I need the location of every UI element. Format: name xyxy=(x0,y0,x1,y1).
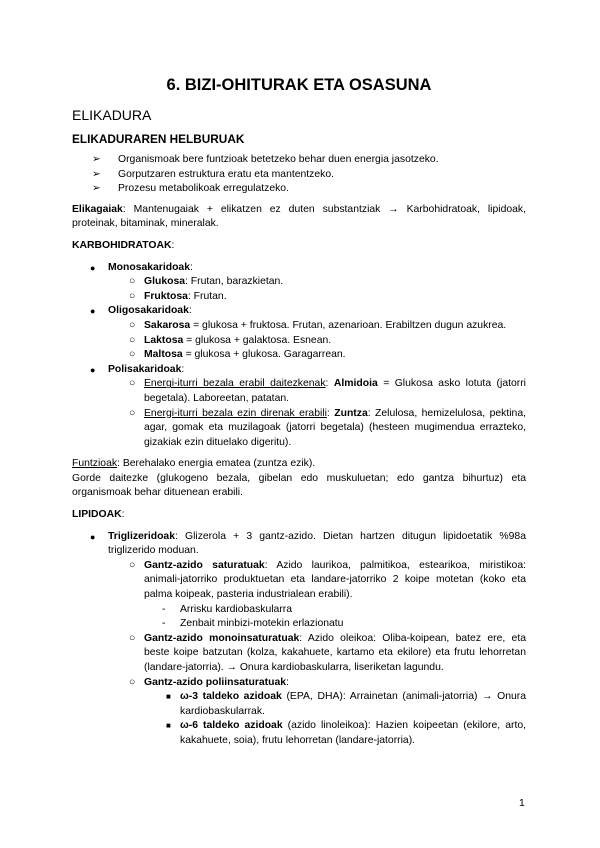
list-item: ● Monosakaridoak: xyxy=(72,261,526,276)
circle-bullet-icon: ○ xyxy=(129,334,136,346)
circle-bullet-icon: ○ xyxy=(129,290,136,302)
page-title: 6. BIZI-OHITURAK ETA OSASUNA xyxy=(166,76,432,94)
arrow-bullet-icon: ➢ xyxy=(92,168,101,180)
square-bullet-icon: ■ xyxy=(166,721,171,731)
list-item: ● Polisakaridoak: xyxy=(72,363,526,378)
list-item: ○ Laktosa = glukosa + galaktosa. Esnean. xyxy=(72,334,526,349)
lipids-heading: LIPIDOAK: xyxy=(72,509,125,521)
arrow-bullet-icon: ➢ xyxy=(92,183,101,195)
circle-bullet-icon: ○ xyxy=(129,632,136,644)
carbs-heading: KARBOHIDRATOAK: xyxy=(72,239,175,251)
bullet-icon: ● xyxy=(90,364,96,375)
list-item: ➢ Gorputzaren estruktura eratu eta mantentzeko. xyxy=(72,168,526,183)
circle-bullet-icon: ○ xyxy=(129,276,136,288)
circle-bullet-icon: ○ xyxy=(129,319,136,331)
goals-list xyxy=(72,153,526,197)
list-item: ○ Gantz-azido poliinsaturatuak: xyxy=(72,676,526,691)
subsection-heading: ELIKADURAREN HELBURUAK xyxy=(72,132,245,146)
page-number: 1 xyxy=(519,798,525,809)
circle-bullet-icon: ○ xyxy=(129,559,136,571)
section-heading: ELIKADURA xyxy=(72,107,152,123)
list-item: ○ Energi-iturri bezala ezin direnak erabili: Zuntza: Zelulosa, hemizelulosa, pektina, agar, gomak eta muzilagoak (jatorri begetala) (hesteen mugimendua errazteko, gizakiak ezin dituelako digeritu). xyxy=(129,407,527,448)
list-item: ○ Fruktosa: Frutan. xyxy=(72,290,526,305)
list-item: ■ ω-3 taldeko azidoak (EPA, DHA): Arrainetan (animali-jatorria) → Onura kardiobaskularrak. xyxy=(166,691,526,717)
circle-bullet-icon: ○ xyxy=(129,378,136,390)
dash-bullet-icon: - xyxy=(162,603,166,615)
circle-bullet-icon: ○ xyxy=(129,407,136,419)
nutrients-paragraph: Elikagaiak: Mantenugaiak + elikatzen ez duten substantziak → Karbohidratoak, lipidoak, proteinak, bitaminak, mineralak. xyxy=(72,203,526,230)
list-item: ○ Maltosa = glukosa + glukosa. Garagarrean. xyxy=(72,348,526,363)
dash-bullet-icon: - xyxy=(162,618,166,630)
list-item: ○ Gantz-azido monoinsaturatuak: Azido oleikoa: Oliba-koipean, batez ere, eta beste koipe batzutan (kolza, kakahuete, kartamo eta ekilore) eta frutu lehorretan (landare-jatorria). → Onura kardiobaskularra, liseriketan lagundu. xyxy=(129,632,526,673)
bullet-icon: ● xyxy=(90,531,96,542)
square-bullet-icon: ■ xyxy=(166,692,171,702)
nutrients-label: Elikagaiak xyxy=(72,203,123,215)
list-item: ○ Sakarosa = glukosa + fruktosa. Frutan, azenarioan. Erabiltzen dugun azukrea. xyxy=(72,319,526,334)
arrow-bullet-icon: ➢ xyxy=(92,154,101,165)
document-content xyxy=(72,74,526,749)
list-item: ○ Gantz-azido saturatuak: Azido laurikoa, palmitikoa, estearikoa, miristikoa: animali-jatorriko produktuetan eta landare-jatorriko 2 koipe motetan (koko eta palma koipeak, pasteria industrialean erabili). xyxy=(129,559,526,601)
storage-paragraph: Gorde daitezke (glukogeno bezala, gibelan edo muskuluetan; edo gantza bihurtuz) eta organismoak behar dituenean erabili. xyxy=(72,472,526,499)
list-item: - Zenbait minbizi-motekin erlazionatu xyxy=(72,617,526,632)
function-paragraph: Funtzioak: Berehalako energia ematea (zuntza ezik). xyxy=(72,458,316,470)
bullet-icon: ● xyxy=(90,306,96,317)
list-item: ● Oligosakaridoak: xyxy=(72,304,526,319)
list-item: ○ Glukosa: Frutan, barazkietan. xyxy=(72,275,526,290)
bullet-icon: ● xyxy=(90,262,96,273)
list-item: ➢ Organismoak bere funtzioak betetzeko behar duen energia jasotzeko. xyxy=(72,153,526,168)
list-item: ● Triglizeridoak: Glizerola + 3 gantz-azido. Dietan hartzen ditugun lipidoetatik %98a triglizerido moduan. xyxy=(90,530,526,557)
list-item: - Arrisku kardiobaskularra xyxy=(72,603,526,618)
list-item: ○ Energi-iturri bezala erabil daitezkenak: Almidoia = Glukosa asko lotuta (jatorri begetala). Laboreetan, patatan. xyxy=(129,378,526,404)
list-item: ■ ω-6 taldeko azidoak (azido linoleikoa): Hazien koipeetan (ekilore, arto, kakahuete, soia), frutu lehorretan (landare-jatorria). xyxy=(166,720,527,746)
list-item: ➢ Prozesu metabolikoak erregulatzeko. xyxy=(72,182,526,197)
circle-bullet-icon: ○ xyxy=(129,349,136,361)
circle-bullet-icon: ○ xyxy=(129,676,136,688)
